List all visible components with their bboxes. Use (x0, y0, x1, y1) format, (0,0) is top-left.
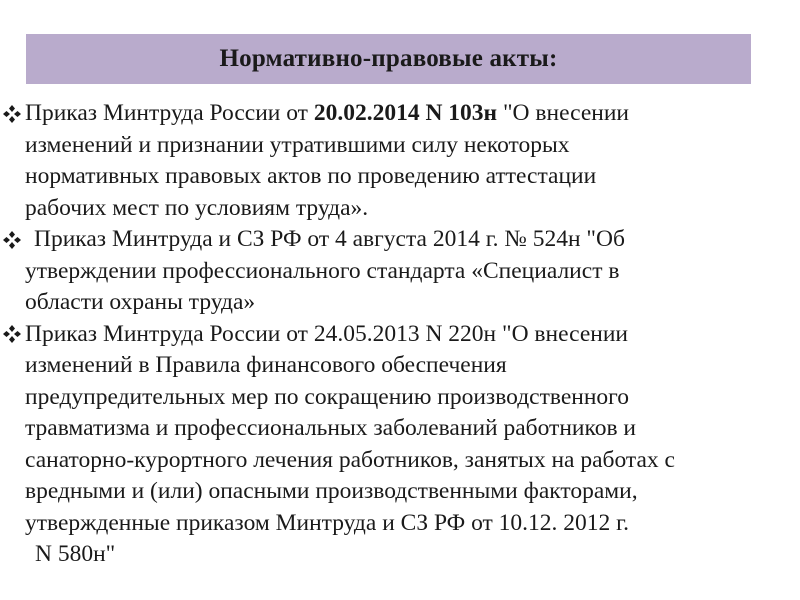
four-diamond-bullet-icon (2, 98, 24, 130)
item-line: утверждении профессионального стандарта «Специалист в (25, 257, 620, 284)
item-line: области охраны труда» (25, 289, 256, 315)
list-item (2, 319, 792, 571)
item-line: предупредительных мер по сокращению производственного (25, 383, 629, 410)
item-line: изменений в Правила финансового обеспечения (25, 352, 507, 378)
item-line: Приказ Минтруда России от 20.02.2014 N 103н "О внесении (25, 100, 629, 126)
item-line: Приказ Минтруда и СЗ РФ от 4 августа 2014 г. № 524н "Об (34, 226, 625, 252)
item-line: Приказ Минтруда России от 24.05.2013 N 220н "О внесении (25, 320, 628, 347)
item-line: вредными и (или) опасными производственными факторами, (25, 478, 638, 504)
page-title: Нормативно-правовые акты: (219, 45, 558, 72)
item-line: изменений и признании утратившими силу некоторых (25, 131, 570, 158)
item-line: нормативных правовых актов по проведению аттестации (25, 163, 597, 189)
item-line: рабочих мест по условиям труда». (25, 194, 369, 221)
list-item (2, 224, 792, 319)
item-line: утвержденные приказом Минтруда и СЗ РФ от 10.12. 2012 г. (25, 509, 630, 536)
item-line: N 580н" (35, 541, 116, 567)
four-diamond-bullet-icon (2, 224, 24, 256)
item-line: санаторно-курортного лечения работников, занятых на работах с (25, 446, 675, 473)
order-number-bold: 20.02.2014 N 103н (313, 100, 498, 126)
item-line: травматизма и профессиональных заболеваний работников и (25, 415, 636, 441)
four-diamond-bullet-icon (2, 319, 24, 351)
title-banner (26, 34, 751, 84)
list-item (2, 98, 792, 224)
document-body (2, 98, 792, 571)
